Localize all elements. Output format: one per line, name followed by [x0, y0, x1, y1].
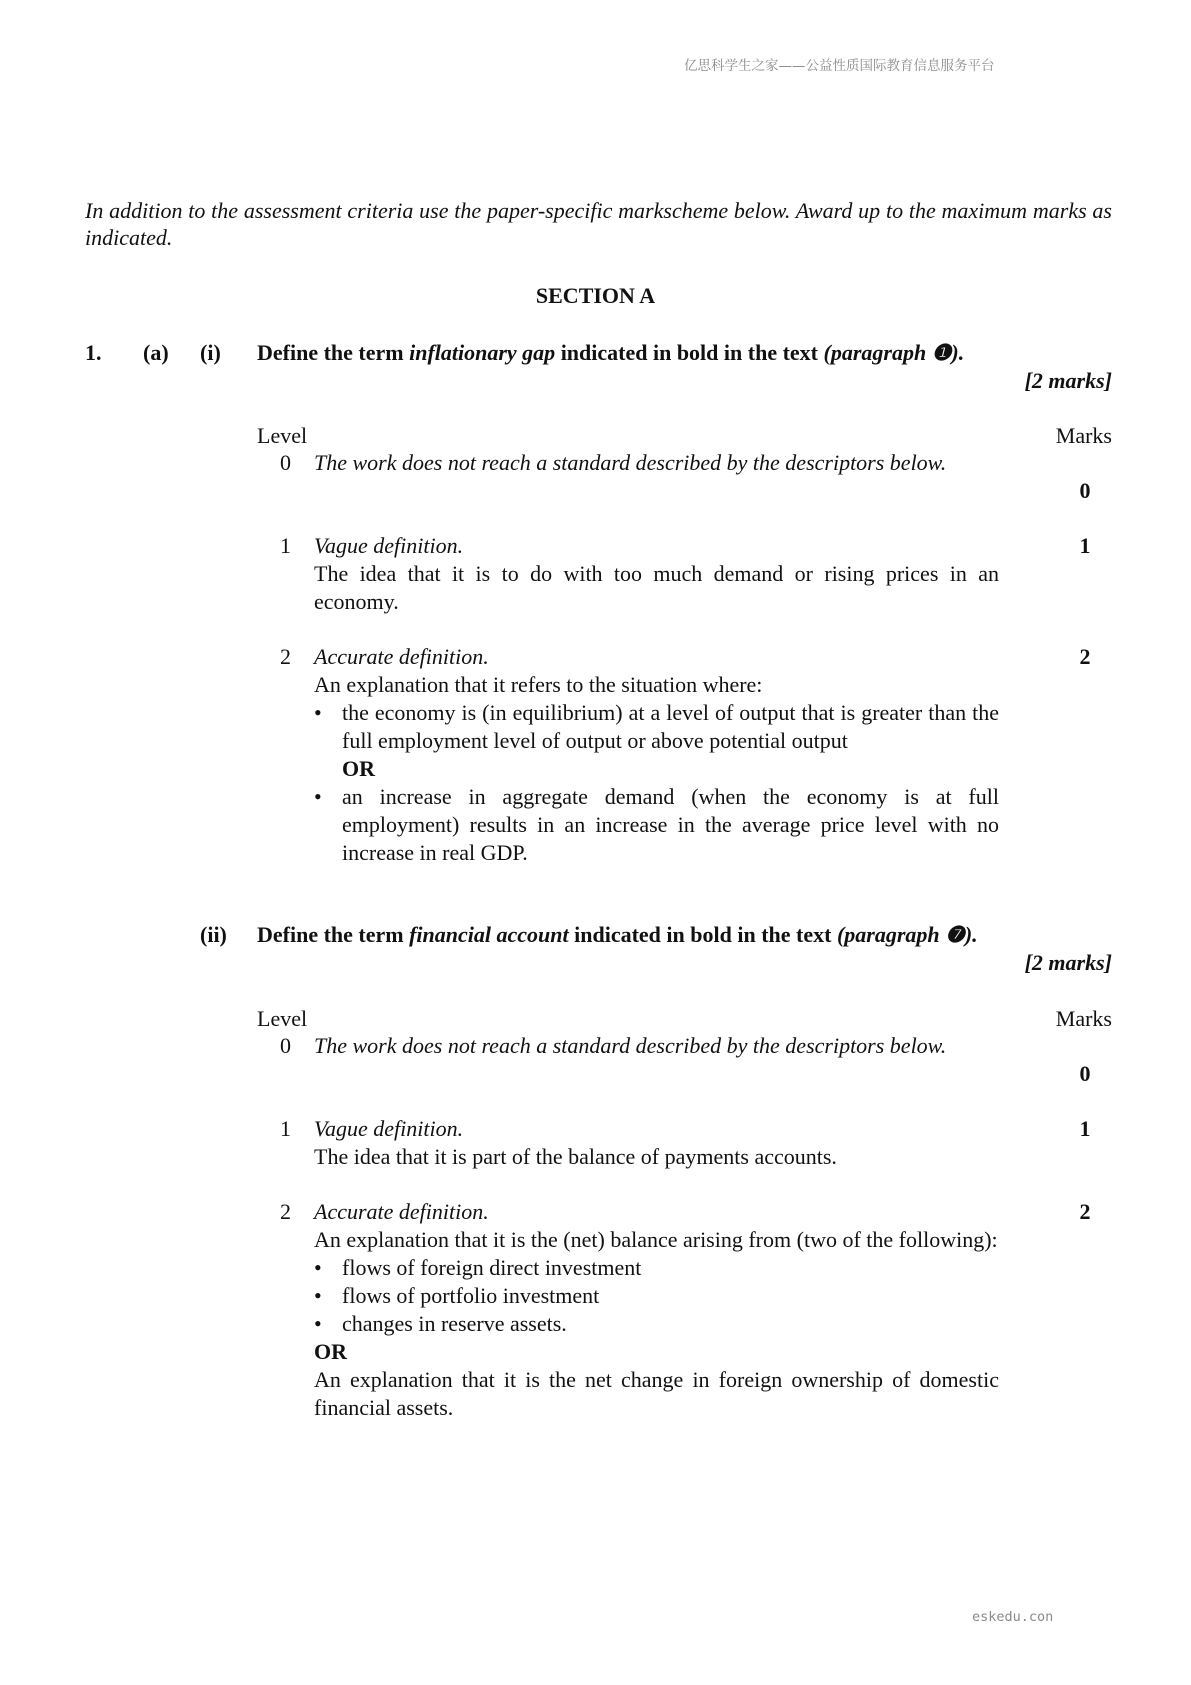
list-item-text: changes in reserve assets. — [342, 1311, 567, 1336]
level-descriptor-block — [314, 1032, 999, 1060]
level-descriptor: Vague definition. — [314, 1116, 464, 1141]
level-descriptor: Accurate definition. — [314, 644, 489, 669]
or-label: OR — [342, 756, 375, 781]
level-text: An explanation that it is the (net) balance arising from (two of the following): — [314, 1227, 998, 1252]
prompt-pre: Define the term — [257, 340, 410, 365]
level-descriptor: Vague definition. — [314, 533, 464, 558]
level-number: 2 — [280, 1199, 291, 1224]
level-text: The idea that it is part of the balance of payments accounts. — [314, 1144, 837, 1169]
level-mark: 1 — [1079, 533, 1091, 558]
question-marks-i: [2 marks] — [1024, 368, 1112, 393]
prompt-paragraph-ref: (paragraph ❶). — [823, 340, 965, 365]
level-header: Level — [257, 423, 308, 448]
list-item-text: flows of foreign direct investment — [342, 1255, 642, 1280]
prompt-term: inflationary gap — [409, 340, 556, 365]
marks-header: Marks — [1055, 423, 1112, 448]
level-text: The idea that it is to do with too much demand or rising prices in an economy. — [314, 561, 999, 614]
level-number: 2 — [280, 644, 291, 669]
list-item-text: an increase in aggregate demand (when the economy is at full employment) results in an increase in the average price level with no increase in real GDP. — [342, 784, 999, 865]
level-mark: 1 — [1079, 1116, 1091, 1141]
level-mark: 0 — [1079, 1061, 1091, 1086]
level-mark: 0 — [1079, 478, 1091, 503]
list-item-text: flows of portfolio investment — [342, 1283, 600, 1308]
question-number: 1. — [85, 340, 102, 365]
instructions-text: In addition to the assessment criteria use the paper-specific markscheme below. Award up to the maximum marks as indicated. — [85, 198, 1112, 250]
watermark-footer: eskedu.con — [972, 1609, 1054, 1625]
bullet-icon: • — [314, 784, 322, 809]
level-text-after: An explanation that it is the net change in foreign ownership of domestic financial assets. — [314, 1367, 999, 1420]
level-mark: 2 — [1079, 1199, 1091, 1224]
prompt-post: indicated in bold in the text — [568, 922, 837, 947]
level-descriptor-block — [314, 1115, 999, 1171]
level-number: 0 — [280, 450, 291, 475]
subpart-label-i: (i) — [200, 340, 221, 365]
level-number: 0 — [280, 1033, 291, 1058]
level-descriptor-block — [314, 643, 999, 867]
prompt-post: indicated in bold in the text — [555, 340, 824, 365]
watermark-header: 亿思科学生之家——公益性质国际教育信息服务平台 — [684, 58, 995, 74]
bullet-icon: • — [314, 1255, 322, 1280]
question-part-label: (a) — [143, 340, 169, 365]
level-descriptor-block — [314, 532, 999, 616]
marks-header: Marks — [1055, 1006, 1112, 1031]
prompt-pre: Define the term — [257, 922, 410, 947]
level-number: 1 — [280, 1116, 291, 1141]
question-prompt-i — [257, 339, 999, 367]
bullet-list — [314, 699, 999, 867]
or-label: OR — [314, 1339, 347, 1364]
bullet-icon: • — [314, 700, 322, 725]
bullet-icon: • — [314, 1311, 322, 1336]
level-descriptor-block — [314, 449, 999, 477]
level-mark: 2 — [1079, 644, 1091, 669]
level-text: An explanation that it refers to the situation where: — [314, 672, 763, 697]
section-title: SECTION A — [535, 283, 656, 308]
level-descriptor-block — [314, 1198, 999, 1422]
question-prompt-ii — [257, 921, 999, 949]
bullet-list — [314, 1254, 999, 1338]
subpart-label-ii: (ii) — [200, 922, 227, 947]
prompt-term: financial account — [409, 922, 569, 947]
list-item — [314, 1310, 999, 1338]
list-item — [314, 783, 999, 867]
level-descriptor: Accurate definition. — [314, 1199, 489, 1224]
level-number: 1 — [280, 533, 291, 558]
list-item — [314, 699, 999, 783]
list-item — [314, 1254, 999, 1282]
prompt-paragraph-ref: (paragraph ❼). — [836, 922, 978, 947]
level-header: Level — [257, 1006, 308, 1031]
list-item-text: the economy is (in equilibrium) at a level of output that is greater than the full employment level of output or above potential output — [342, 700, 999, 753]
level-descriptor: The work does not reach a standard described by the descriptors below. — [314, 450, 947, 475]
level-descriptor: The work does not reach a standard described by the descriptors below. — [314, 1033, 947, 1058]
list-item — [314, 1282, 999, 1310]
question-marks-ii: [2 marks] — [1024, 950, 1112, 975]
bullet-icon: • — [314, 1283, 322, 1308]
